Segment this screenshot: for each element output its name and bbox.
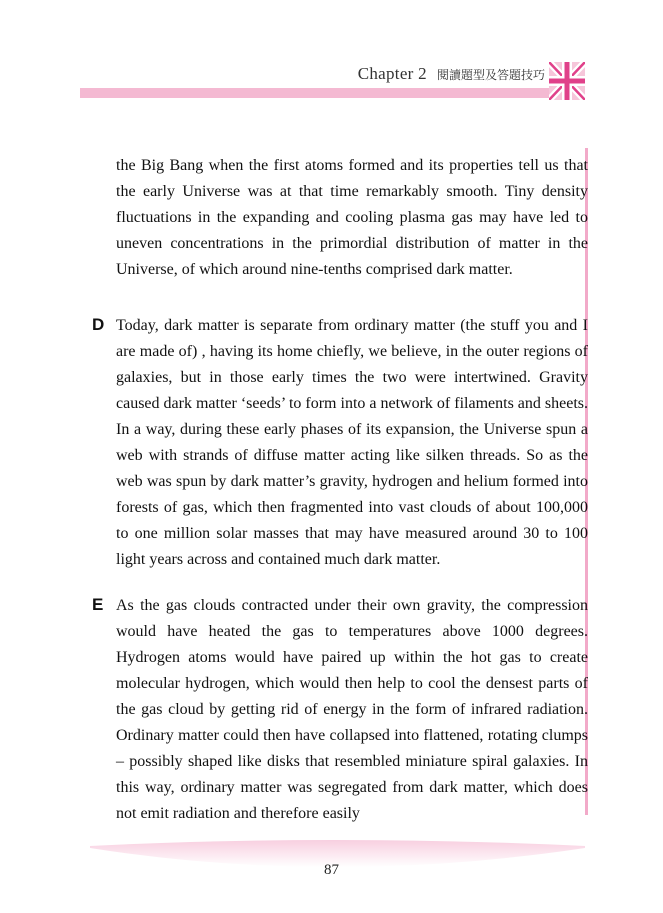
header-accent-bar (80, 88, 550, 98)
paragraph-letter-d: D (92, 315, 105, 334)
paragraph-text: As the gas clouds contracted under their own gravity, the compression would have heated the gas to temperatures above 1000 degrees. Hydrogen atoms would have paired up within the hot gas to create molecular hydrogen, which would then help to cool the densest parts of the gas cloud by getting rid of energy in the form of infrared radiation. Ordinary matter could then have collapsed into flattened, rotating clumps – possibly shaped like disks that resembled miniature spiral galaxies. In this way, ordinary matter was segregated from dark matter, which does not emit radiation and therefore easily (116, 597, 588, 822)
chapter-label: Chapter 2 (357, 64, 427, 83)
paragraph-e (116, 593, 588, 827)
paragraph-text: Today, dark matter is separate from ordinary matter (the stuff you and I are made of) , having its home chiefly, we believe, in the outer regions of galaxies, but in those early times the two were intertwined. Gravity caused dark matter ‘seeds’ to form into a network of filaments and sheets. In a way, during these early phases of its expansion, the Universe spun a web with strands of diffuse matter acting like silken threads. So as the web was spun by dark matter’s gravity, hydrogen and helium formed into forests of gas, which then fragmented into vast clouds of about 100,000 to one million solar masses that may have measured around 30 to 100 light years across and contained much dark matter. (116, 317, 588, 568)
paragraph-letter-e: E (92, 595, 104, 614)
paragraph-d (116, 313, 588, 573)
chapter-subtitle: 閱讀題型及答題技巧 (436, 68, 545, 82)
paragraph-text: the Big Bang when the first atoms formed and its properties tell us that the early Universe was at that time remarkably smooth. Tiny density fluctuations in the expanding and cooling plasma gas may have led to uneven concentrations in the primordial distribution of matter in the Universe, of which around nine-tenths comprised dark matter. (116, 157, 588, 278)
paragraph-continued (116, 153, 588, 283)
union-jack-icon (549, 62, 585, 100)
page-number: 87 (324, 862, 339, 878)
running-header (358, 64, 545, 84)
